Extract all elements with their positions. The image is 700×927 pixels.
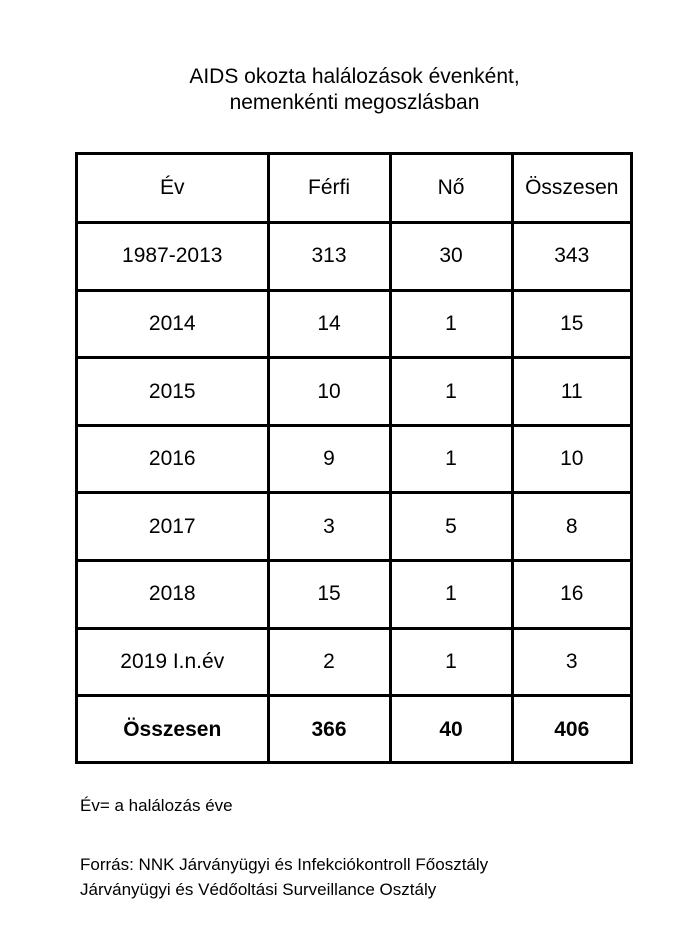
cell-total: 10 — [512, 425, 630, 493]
total-label: Összesen — [78, 696, 268, 764]
cell-total: 11 — [512, 358, 630, 426]
total-all: 406 — [554, 718, 590, 742]
total-female: 40 — [390, 696, 512, 764]
cell-female: 1 — [390, 628, 512, 696]
header-total: Összesen — [512, 155, 630, 223]
cell-year: 2015 — [78, 358, 268, 426]
cell-year: 2017 — [78, 493, 268, 561]
table-total-row — [78, 696, 630, 764]
table-row — [78, 290, 630, 358]
cell-male: 14 — [268, 290, 390, 358]
table-row — [78, 561, 630, 629]
table-header-row — [78, 155, 630, 223]
table-row — [78, 628, 630, 696]
title-line-1: AIDS okozta halálozások évenként, — [189, 65, 520, 88]
cell-total: 16 — [512, 561, 630, 629]
cell-year: 2018 — [78, 561, 268, 629]
cell-total: 15 — [512, 290, 630, 358]
source-citation — [80, 852, 488, 902]
cell-female: 5 — [390, 493, 512, 561]
cell-year: 2016 — [78, 425, 268, 493]
cell-female: 30 — [390, 223, 512, 291]
cell-year: 1987-2013 — [78, 223, 268, 291]
deaths-table — [75, 152, 633, 764]
table-row — [78, 223, 630, 291]
cell-year: 2019 I.n.év — [78, 628, 268, 696]
cell-male: 313 — [268, 223, 390, 291]
header-female: Nő — [390, 155, 512, 223]
source-line-1: Forrás: NNK Járványügyi és Infekciókontroll Főosztály — [80, 855, 489, 874]
table-row — [78, 358, 630, 426]
cell-male: 9 — [268, 425, 390, 493]
cell-female: 1 — [390, 561, 512, 629]
cell-total: 3 — [512, 628, 630, 696]
footnote: Év= a halálozás éve — [80, 796, 233, 815]
source-line-2: Járványügyi és Védőoltási Surveillance Osztály — [80, 880, 437, 899]
table-row — [78, 493, 630, 561]
header-year: Év — [78, 155, 268, 223]
title-line-2: nemenkénti megoszlásban — [229, 91, 480, 114]
cell-female: 1 — [390, 290, 512, 358]
document-title — [0, 64, 700, 116]
cell-total: 8 — [512, 493, 630, 561]
cell-female: 1 — [390, 425, 512, 493]
total-male: 366 — [268, 696, 390, 764]
table-row — [78, 425, 630, 493]
cell-male: 10 — [268, 358, 390, 426]
cell-female: 1 — [390, 358, 512, 426]
cell-male: 2 — [268, 628, 390, 696]
cell-year: 2014 — [78, 290, 268, 358]
cell-male: 15 — [268, 561, 390, 629]
cell-male: 3 — [268, 493, 390, 561]
cell-total: 343 — [512, 223, 630, 291]
header-male: Férfi — [268, 155, 390, 223]
